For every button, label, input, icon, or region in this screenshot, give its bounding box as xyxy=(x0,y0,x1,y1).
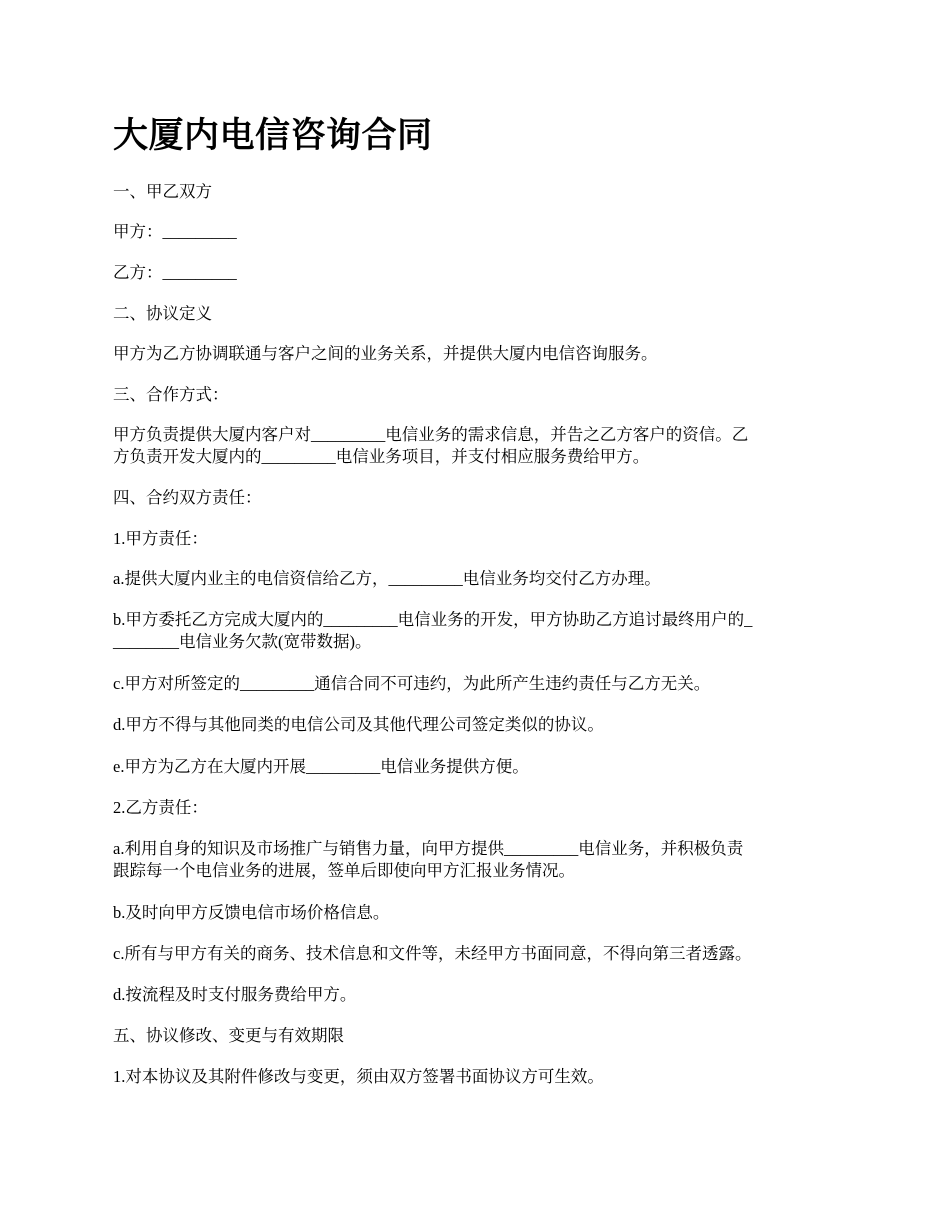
party-b-duty-item: b.及时向甲方反馈电信市场价格信息。 xyxy=(113,903,390,922)
party-b-duty-item-line: 跟踪每一个电信业务的进展，签单后即使向甲方汇报业务情况。 xyxy=(113,861,575,880)
party-a-duty-item-line: b.甲方委托乙方完成大厦内的_________电信业务的开发，甲方协助乙方追讨最终用户的_ xyxy=(113,610,753,629)
party-b-duty-item xyxy=(113,838,835,882)
party-a-duty-item-line: ________电信业务欠款(宽带数据)。 xyxy=(113,632,372,651)
page-title: 大厦内电信咨询合同 xyxy=(113,116,433,155)
party-b-line: 乙方：_________ xyxy=(113,263,237,282)
party-a-duties-heading: 1.甲方责任： xyxy=(113,529,208,548)
cooperation-text xyxy=(113,424,835,468)
party-a-duty-item xyxy=(113,609,835,653)
definition-text: 甲方为乙方协调联通与客户之间的业务关系，并提供大厦内电信咨询服务。 xyxy=(113,344,658,363)
amendment-clause: 1.对本协议及其附件修改与变更，须由双方签署书面协议方可生效。 xyxy=(113,1067,604,1086)
section-heading-cooperation: 三、合作方式： xyxy=(113,385,229,404)
party-a-duty-item: e.甲方为乙方在大厦内开展_________电信业务提供方便。 xyxy=(113,757,529,776)
party-b-duties-heading: 2.乙方责任： xyxy=(113,798,208,817)
section-heading-definition: 二、协议定义 xyxy=(113,304,212,323)
party-b-duty-item: c.所有与甲方有关的商务、技术信息和文件等，未经甲方书面同意，不得向第三者透露。 xyxy=(113,944,752,963)
section-heading-amendments: 五、协议修改、变更与有效期限 xyxy=(113,1026,344,1045)
party-a-duty-item: a.提供大厦内业主的电信资信给乙方，_________电信业务均交付乙方办理。 xyxy=(113,569,661,588)
cooperation-text-line: 甲方负责提供大厦内客户对_________电信业务的需求信息，并告之乙方客户的资信。乙 xyxy=(113,425,749,444)
party-a-line: 甲方：_________ xyxy=(113,222,237,241)
cooperation-text-line: 方负责开发大厦内的_________电信业务项目，并支付相应服务费给甲方。 xyxy=(113,447,650,466)
party-a-duty-item: d.甲方不得与其他同类的电信公司及其他代理公司签定类似的协议。 xyxy=(113,715,604,734)
party-a-duty-item: c.甲方对所签定的_________通信合同不可违约，为此所产生违约责任与乙方无关。 xyxy=(113,674,711,693)
party-b-duty-item: d.按流程及时支付服务费给甲方。 xyxy=(113,985,357,1004)
party-b-duty-item-line: a.利用自身的知识及市场推广与销售力量，向甲方提供_________电信业务，并积极负责 xyxy=(113,839,744,858)
section-heading-parties: 一、甲乙双方 xyxy=(113,182,212,201)
section-heading-responsibilities: 四、合约双方责任： xyxy=(113,488,262,507)
